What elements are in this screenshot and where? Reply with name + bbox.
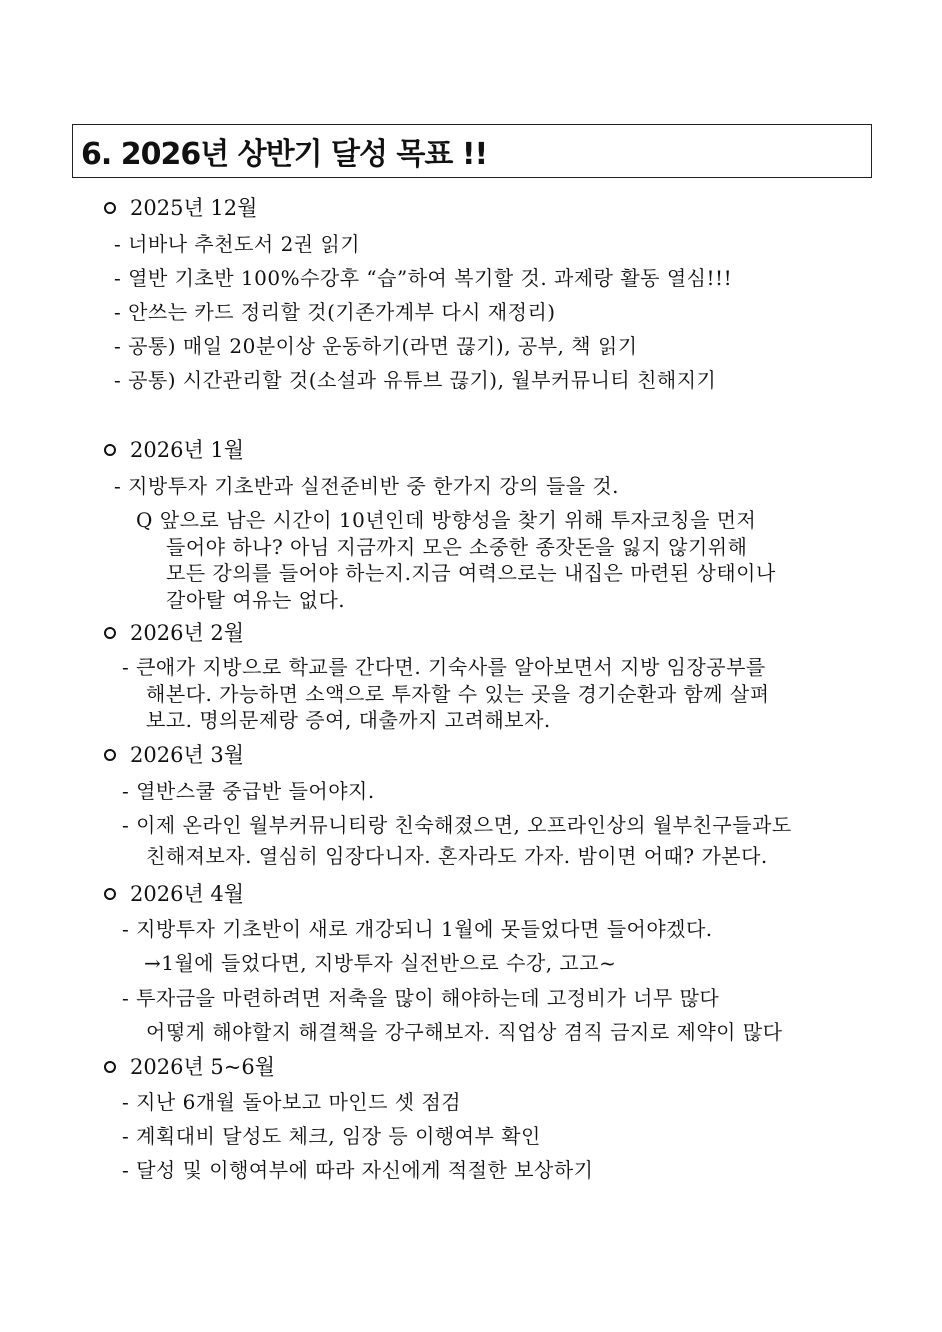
question-line: Q 앞으로 남은 시간이 10년인데 방향성을 찾기 위해 투자코칭을 먼저	[136, 508, 757, 532]
list-item: - 공통) 매일 20분이상 운동하기(라면 끊기), 공부, 책 읽기	[114, 334, 638, 358]
section-heading-2026-04	[104, 882, 244, 906]
circle-bullet-icon	[104, 1061, 116, 1073]
section-heading-2025-12	[104, 196, 257, 220]
section-heading-2026-03	[104, 743, 244, 767]
question-line: 모든 강의를 들어야 하는지.지금 여력으로는 내집은 마련된 상태이나	[166, 561, 776, 585]
circle-bullet-icon	[104, 627, 116, 639]
list-item-continuation: 친해져보자. 열심히 임장다니자. 혼자라도 가자. 밤이면 어때? 가본다.	[146, 844, 768, 868]
circle-bullet-icon	[104, 202, 116, 214]
question-line: 갈아탈 여유는 없다.	[166, 588, 346, 612]
question-line: 들어야 하나? 아님 지금까지 모은 소중한 종잣돈을 잃지 않기위해	[166, 535, 748, 559]
list-item-continuation: →1월에 들었다면, 지방투자 실전반으로 수강, 고고~	[144, 951, 617, 975]
list-item: - 열반스쿨 중급반 들어야지.	[122, 779, 375, 803]
list-item: - 공통) 시간관리할 것(소설과 유튜브 끊기), 월부커뮤니티 친해지기	[114, 368, 717, 392]
list-item: - 투자금을 마련하려면 저축을 많이 해야하는데 고정비가 너무 많다	[122, 986, 720, 1010]
list-item: - 너바나 추천도서 2권 읽기	[114, 232, 361, 256]
section-heading-text: 2026년 4월	[130, 882, 245, 906]
circle-bullet-icon	[104, 749, 116, 761]
section-heading-text: 2026년 1월	[130, 438, 245, 462]
section-heading-2026-02	[104, 621, 244, 645]
section-heading-2026-05-06	[104, 1055, 275, 1079]
list-item: - 이제 온라인 월부커뮤니티랑 친숙해졌으면, 오프라인상의 월부친구들과도	[122, 813, 792, 837]
section-heading-text: 2026년 2월	[130, 621, 245, 645]
circle-bullet-icon	[104, 888, 116, 900]
list-item: - 열반 기초반 100%수강후 “습”하여 복기할 것. 과제랑 활동 열심!!!	[114, 266, 733, 290]
list-item: - 달성 및 이행여부에 따라 자신에게 적절한 보상하기	[122, 1158, 594, 1182]
list-item: - 안쓰는 카드 정리할 것(기존가계부 다시 재정리)	[114, 300, 556, 324]
list-item: - 계획대비 달성도 체크, 임장 등 이행여부 확인	[122, 1124, 541, 1148]
list-item: - 지방투자 기초반과 실전준비반 중 한가지 강의 들을 것.	[114, 474, 620, 498]
list-item-continuation: 해본다. 가능하면 소액으로 투자할 수 있는 곳을 경기순환과 함께 살펴	[146, 682, 770, 706]
section-heading-text: 2026년 5~6월	[130, 1055, 276, 1079]
section-title-box	[72, 124, 872, 178]
list-item: - 큰애가 지방으로 학교를 간다면. 기숙사를 알아보면서 지방 임장공부를	[122, 655, 766, 679]
list-item-continuation: 보고. 명의문제랑 증여, 대출까지 고려해보자.	[146, 708, 551, 732]
list-item: - 지난 6개월 돌아보고 마인드 셋 점검	[122, 1090, 462, 1114]
section-heading-2026-01	[104, 438, 244, 462]
page-title: 6. 2026년 상반기 달성 목표 !!	[81, 137, 488, 172]
section-heading-text: 2026년 3월	[130, 743, 245, 767]
circle-bullet-icon	[104, 444, 116, 456]
list-item-continuation: 어떻게 해야할지 해결책을 강구해보자. 직업상 겸직 금지로 제약이 많다	[146, 1020, 783, 1044]
section-heading-text: 2025년 12월	[130, 196, 258, 220]
list-item: - 지방투자 기초반이 새로 개강되니 1월에 못들었다면 들어야겠다.	[122, 917, 713, 941]
